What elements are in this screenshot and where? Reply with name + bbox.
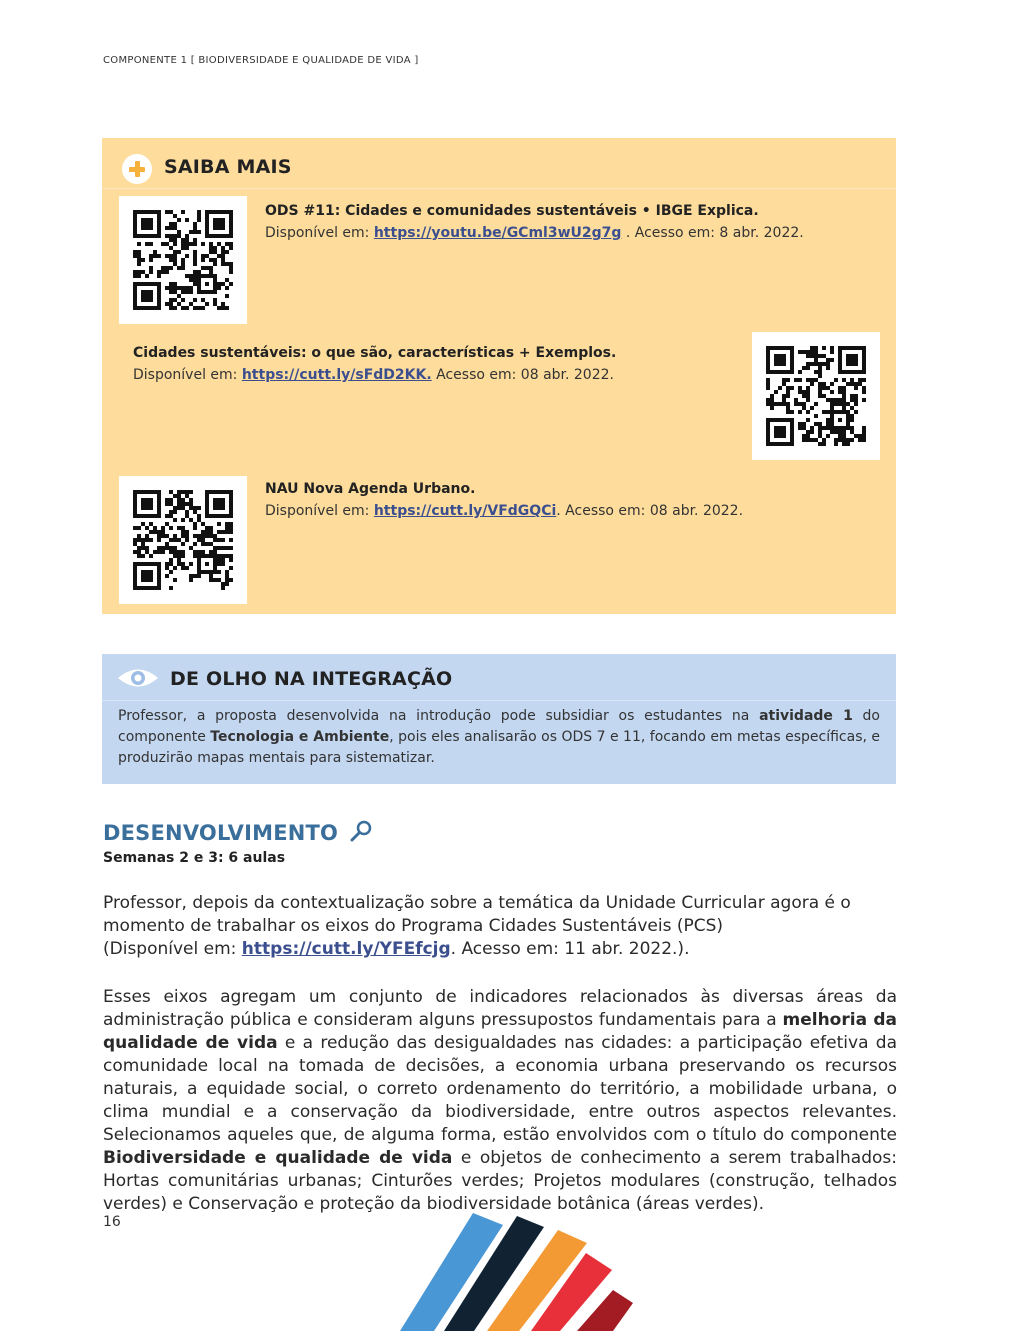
paragraph-1: Professor, depois da contextualização sobre a temática da Unidade Curricular agora é o momento de trabalhar os eixos do Programa Cidades Sustentáveis (PCS) (Disponível em: https://cutt.ly/YFEfcjg. Acesso em: 11 abr. 2022.). (103, 893, 851, 959)
saiba-mais-box (102, 138, 896, 614)
weeks-label: Semanas 2 e 3: 6 aulas (103, 850, 286, 866)
decorative-stripes (400, 1210, 640, 1331)
qr-code-1[interactable] (119, 196, 247, 324)
reference-3-title: NAU Nova Agenda Urbano. (265, 481, 476, 497)
de-olho-box (102, 654, 896, 784)
qr-code-icon (766, 346, 866, 446)
de-olho-title: DE OLHO NA INTEGRAÇÃO (170, 668, 453, 690)
de-olho-header (102, 654, 896, 701)
plus-circle-icon (122, 154, 152, 184)
reference-1-title: ODS #11: Cidades e comunidades sustentáveis • IBGE Explica. (265, 203, 759, 219)
section-heading: DESENVOLVIMENTO (103, 820, 374, 845)
qr-code-3[interactable] (119, 476, 247, 604)
reference-3-link[interactable]: https://cutt.ly/VFdGQCi (373, 503, 557, 519)
page-number: 16 (103, 1214, 121, 1230)
qr-code-icon (133, 210, 233, 310)
pcs-link[interactable]: https://cutt.ly/YFEfcjg (241, 939, 451, 959)
reference-2-availability: Disponível em: https://cutt.ly/sFdD2KK. Acesso em: 08 abr. 2022. (133, 367, 614, 383)
saiba-mais-header (102, 138, 896, 189)
reference-3-availability: Disponível em: https://cutt.ly/VFdGQCi. Acesso em: 08 abr. 2022. (265, 503, 744, 519)
reference-2-link[interactable]: https://cutt.ly/sFdD2KK. (241, 367, 432, 383)
reference-1 (265, 200, 804, 244)
magnifier-icon (350, 820, 374, 842)
paragraph-2: Esses eixos agregam um conjunto de indicadores relacionados às diversas áreas da administração pública e consideram alguns pressupostos fundamentais para a melhoria da qualidade de vida e a redução das desigualdades nas cidades: a participação efetiva da comunidade local na tomada de decisões, a economia urbana preservando os recursos naturais, a equidade social, o correto ordenamento do território, a mobilidade urbana, o clima mundial e a conservação da biodiversidade, entre outros aspectos relevantes. Selecionamos aqueles que, de alguma forma, estão envolvidos com o título do componente Biodiversidade e qualidade de vida e objetos de conhecimento a serem trabalhados: Hortas comunitárias urbanas; Cinturões verdes; Projetos modulares (construção, telhados verdes) e Conservação e proteção da biodiversidade botânica (áreas verdes). (103, 987, 897, 1214)
reference-2 (133, 342, 616, 386)
saiba-mais-title: SAIBA MAIS (164, 156, 292, 178)
reference-2-title: Cidades sustentáveis: o que são, características + Exemplos. (133, 345, 617, 361)
reference-3 (265, 478, 743, 522)
reference-1-link[interactable]: https://youtu.be/GCml3wU2g7g (373, 225, 622, 241)
qr-code-2[interactable] (752, 332, 880, 460)
eye-icon (116, 665, 160, 691)
running-head: COMPONENTE 1 [ BIODIVERSIDADE E QUALIDADE DE VIDA ] (103, 55, 419, 66)
qr-code-icon (133, 490, 233, 590)
reference-1-availability: Disponível em: https://youtu.be/GCml3wU2g7g . Acesso em: 8 abr. 2022. (265, 225, 804, 241)
de-olho-text: Professor, a proposta desenvolvida na introdução pode subsidiar os estudantes na atividade 1 do componente Tecnologia e Ambiente, pois eles analisarão os ODS 7 e 11, focando em metas específicas, e produzirão mapas mentais para sistematizar. (118, 708, 881, 766)
